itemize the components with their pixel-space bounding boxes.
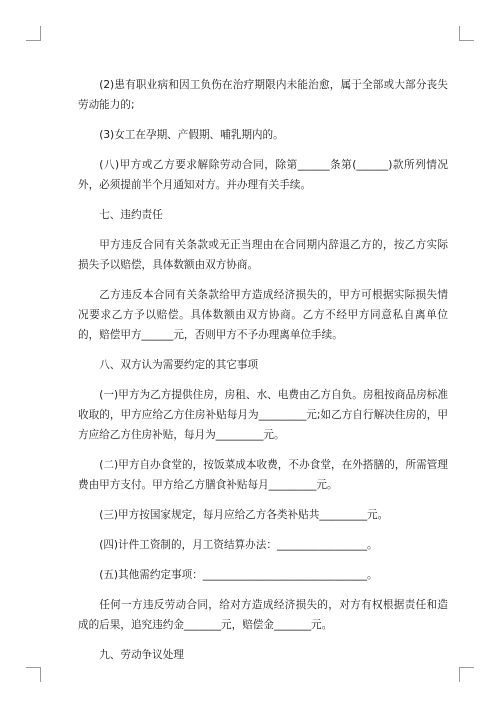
paragraph-liquidated-damages: 任何一方违反劳动合同，给对方造成经济损失的，对方有权根据责任和造成的后果，追究违约金_______元，赔偿金_______元。 <box>78 599 448 631</box>
crop-mark-top-right <box>459 26 474 41</box>
heading-section-8: 八、双方认为需要约定的其它事项 <box>99 359 259 371</box>
paragraph-employee-breach: 乙方违反本合同有关条款给甲方造成经济损失的，甲方可根据实际损失情况要求乙方予以赔偿。具体数额由双方协商。乙方不经甲方同意私自离单位的，赔偿甲方______元，否则甲方不予办理离单位手续。 <box>78 289 448 341</box>
heading-section-7: 七、违约责任 <box>99 209 163 221</box>
crop-mark-bottom-right <box>459 667 474 682</box>
paragraph-piece-wage: (四)计件工资制的，月工资结算办法：_________________。 <box>99 539 378 551</box>
paragraph-employer-breach: 甲方违反合同有关条款或无正当理由在合同期内辞退乙方的，按乙方实际损失予以赔偿，具体数额由双方协商。 <box>78 239 448 271</box>
paragraph-clause-3: (3)女工在孕期、产假期、哺乳期内的。 <box>99 129 284 141</box>
paragraph-other-matters: (五)其他需约定事项：_______________________________。 <box>99 569 378 581</box>
paragraph-subsidy: (三)甲方按国家规定，每月应给乙方各类补贴共_________元。 <box>99 509 389 521</box>
paragraph-canteen: (二)甲方自办食堂的，按饭菜成本收费，不办食堂，在外搭膳的，所需管理费由甲方支付。甲方给乙方膳食补贴每月_________元。 <box>78 459 448 491</box>
crop-mark-bottom-left <box>26 667 41 682</box>
heading-section-9: 九、劳动争议处理 <box>99 649 184 661</box>
document-body <box>78 75 448 665</box>
paragraph-clause-2: (2)患有职业病和因工负伤在治疗期限内未能治愈，属于全部或大部分丧失劳动能力的; <box>78 79 448 111</box>
paragraph-housing: (一)甲方为乙方提供住房，房租、水、电费由乙方自负。房租按商品房标准收取的，甲方应给乙方住房补贴每月为_________元;如乙方自行解决住房的，甲方应给乙方住房补贴，每月为_________元。 <box>78 389 448 441</box>
crop-mark-top-left <box>26 26 41 41</box>
paragraph-clause-8: (八)甲方或乙方要求解除劳动合同，除第______条第(______)款所列情况外，必须提前半个月通知对方。并办理有关手续。 <box>78 159 448 191</box>
